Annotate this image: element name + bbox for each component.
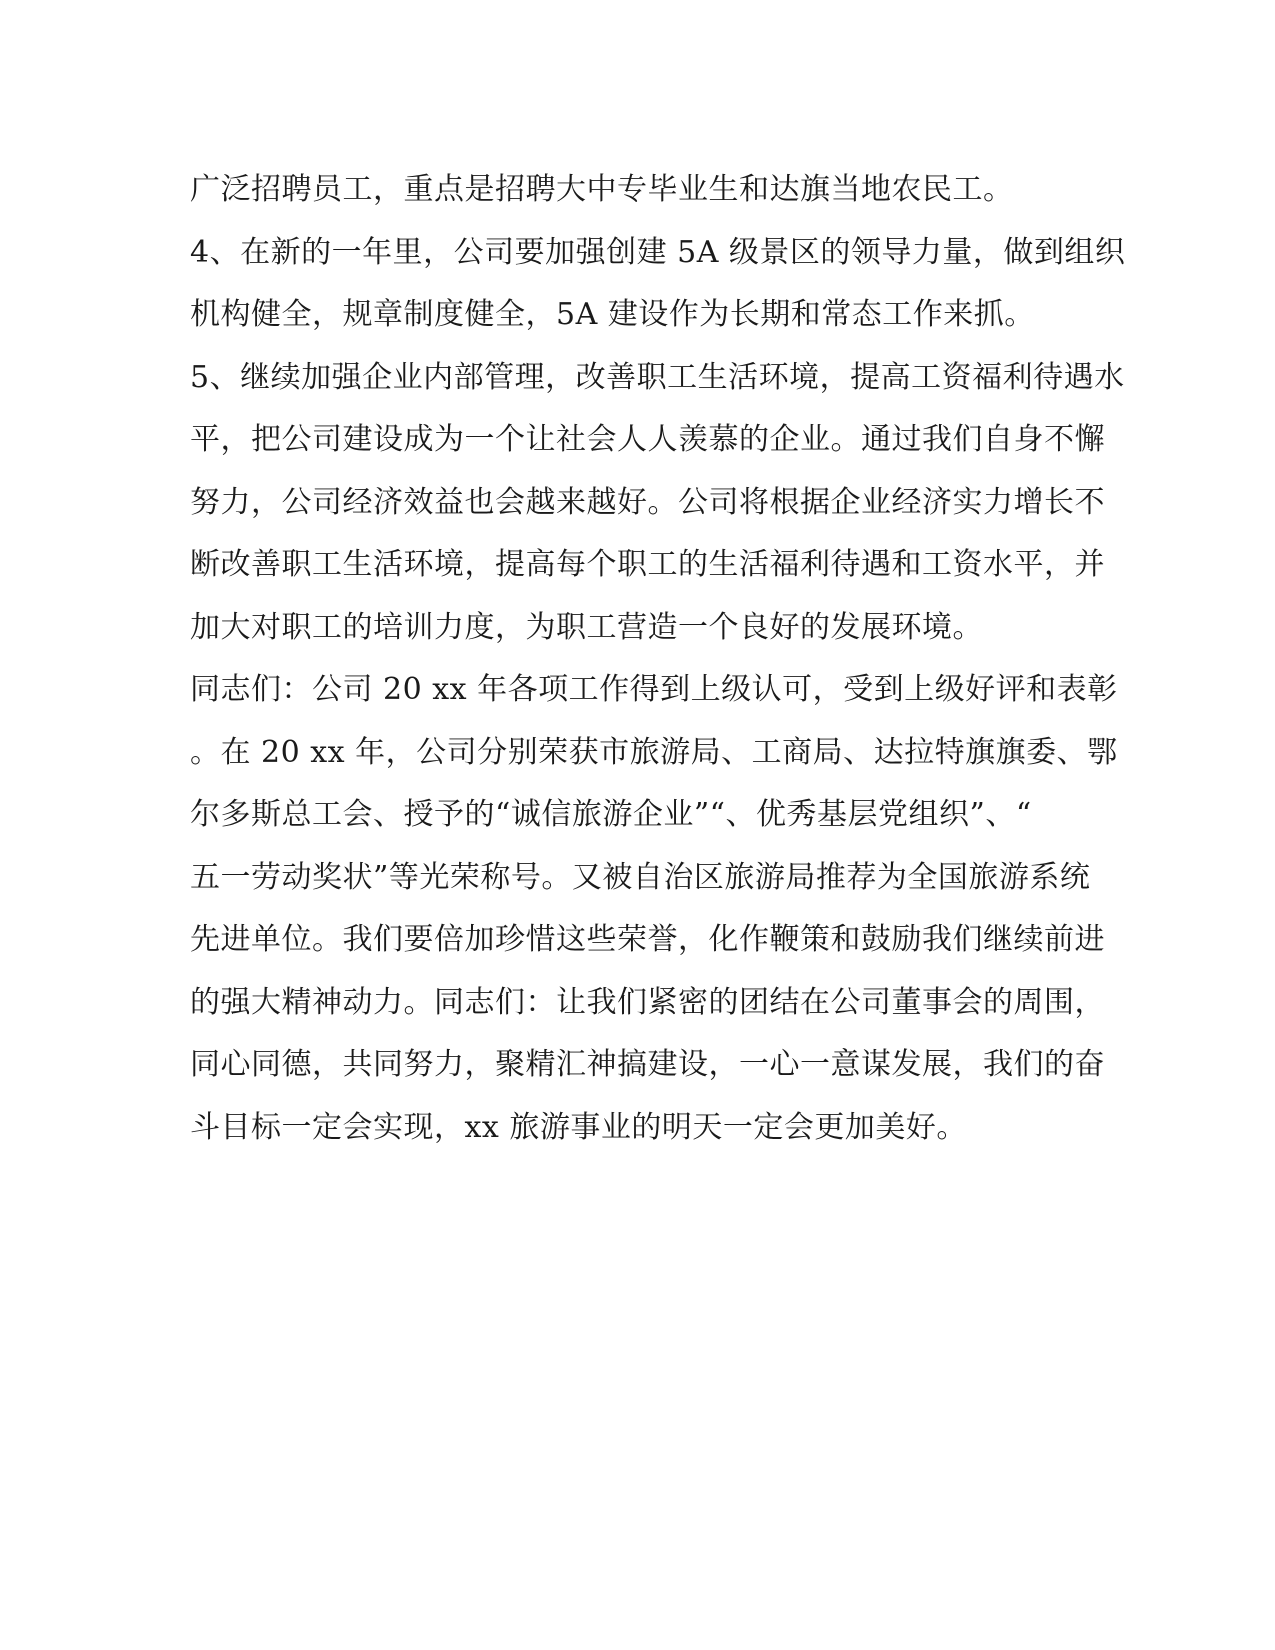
text-line: 五一劳动奖状”等光荣称号。又被自治区旅游局推荐为全国旅游系统 bbox=[190, 859, 1091, 895]
text-line: 同志们：公司 20 xx 年各项工作得到上级认可，受到上级好评和表彰 bbox=[190, 672, 1118, 707]
body-text bbox=[190, 167, 1126, 1167]
text-line: 斗目标一定会实现，xx 旅游事业的明天一定会更加美好。 bbox=[190, 1109, 967, 1145]
text-line: 尔多斯总工会、授予的“诚信旅游企业”“、优秀基层党组织”、“ bbox=[190, 797, 1032, 832]
text-line: 4、在新的一年里，公司要加强创建 5A 级景区的领导力量，做到组织 bbox=[190, 234, 1126, 270]
text-line: 机构健全，规章制度健全，5A 建设作为长期和常态工作来抓。 bbox=[190, 297, 1035, 332]
text-line: 断改善职工生活环境，提高每个职工的生活福利待遇和工资水平，并 bbox=[190, 547, 1105, 582]
text-line: 平，把公司建设成为一个让社会人人羡慕的企业。通过我们自身不懈 bbox=[190, 422, 1105, 457]
text-line: 先进单位。我们要倍加珍惜这些荣誉，化作鞭策和鼓励我们继续前进 bbox=[190, 922, 1105, 957]
text-line: 。在 20 xx 年，公司分别荣获市旅游局、工商局、达拉特旗旗委、鄂 bbox=[190, 734, 1118, 770]
text-line: 努力，公司经济效益也会越来越好。公司将根据企业经济实力增长不 bbox=[190, 484, 1105, 520]
text-line: 5、继续加强企业内部管理，改善职工生活环境，提高工资福利待遇水 bbox=[190, 359, 1125, 395]
text-line: 的强大精神动力。同志们：让我们紧密的团结在公司董事会的周围， bbox=[190, 984, 1105, 1020]
text-line: 广泛招聘员工，重点是招聘大中专毕业生和达旗当地农民工。 bbox=[190, 172, 1014, 207]
text-line: 同心同德，共同努力，聚精汇神搞建设，一心一意谋发展，我们的奋 bbox=[190, 1047, 1105, 1082]
text-line: 加大对职工的培训力度，为职工营造一个良好的发展环境。 bbox=[190, 609, 983, 645]
